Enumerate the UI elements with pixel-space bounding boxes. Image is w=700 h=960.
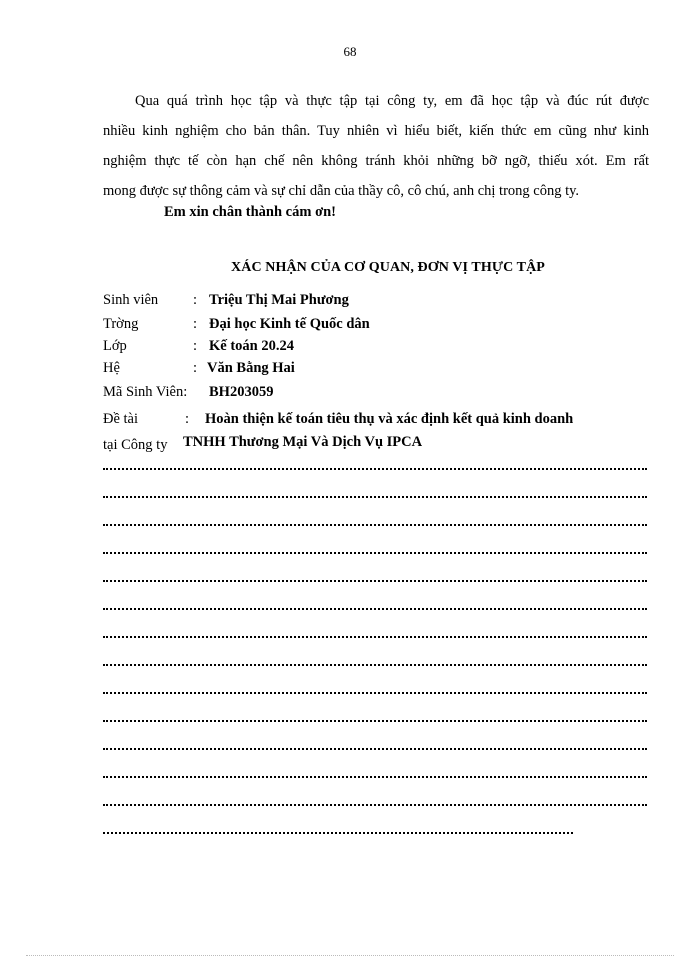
dotted-line-14 [103, 830, 573, 834]
paragraph-line-2: nhiều kinh nghiệm cho bản thân. Tuy nhiên vì hiểu biết, kiến thức em cũng như kinh [103, 123, 649, 139]
field-topic-value-line-1: Hoàn thiện kế toán tiêu thụ và xác định kết quả kinh doanh [205, 411, 574, 427]
field-student-id-value: BH203059 [209, 384, 274, 400]
dotted-line-1 [103, 466, 647, 470]
dotted-line-5 [103, 578, 647, 582]
page-number: 68 [343, 44, 357, 59]
dotted-line-8 [103, 662, 647, 666]
paragraph-line-4: mong được sự thông cảm và sự chỉ dẫn của thầy cô, cô chú, anh chị trong công ty. [103, 183, 580, 199]
field-school [103, 316, 370, 333]
dotted-line-11 [103, 746, 647, 750]
section-title: XÁC NHẬN CỦA CƠ QUAN, ĐƠN VỊ THỰC TẬP [231, 260, 545, 275]
field-student-value: Triệu Thị Mai Phương [209, 292, 349, 308]
field-system-label: Hệ [103, 360, 120, 376]
field-student-id [103, 384, 274, 401]
field-student-colon: : [193, 292, 198, 308]
field-topic-label: Đề tài [103, 411, 139, 427]
paragraph-line-3: nghiệm thực tế còn hạn chế nên không tránh khỏi những bỡ ngỡ, thiếu xót. Em rất [103, 153, 649, 169]
field-topic-continued [103, 434, 423, 454]
field-system [103, 360, 295, 377]
field-student-id-label: Mã Sinh Viên: [103, 384, 188, 400]
dotted-line-9 [103, 690, 647, 694]
field-topic-label-line-2: tại Công ty [103, 437, 168, 453]
dotted-line-2 [103, 494, 647, 498]
field-system-value: Văn Bằng Hai [207, 360, 295, 376]
field-school-colon: : [193, 316, 198, 332]
dotted-line-4 [103, 550, 647, 554]
dotted-line-10 [103, 718, 647, 722]
page-bottom-border [26, 955, 674, 956]
field-student-label: Sinh viên [103, 292, 159, 308]
dotted-line-6 [103, 606, 647, 610]
dotted-line-3 [103, 522, 647, 526]
field-topic [103, 411, 574, 428]
field-system-colon: : [193, 360, 198, 376]
field-class [103, 338, 294, 355]
thanks-line: Em xin chân thành cám ơn! [164, 204, 336, 220]
field-topic-value-line-2: TNHH Thương Mại Và Dịch Vụ IPCA [183, 434, 423, 450]
closing-paragraph [103, 86, 649, 206]
paragraph-line-1: Qua quá trình học tập và thực tập tại công ty, em đã học tập và đúc rút được [135, 93, 649, 109]
field-class-label: Lớp [103, 338, 127, 354]
field-school-value: Đại học Kinh tế Quốc dân [209, 316, 370, 332]
field-topic-colon: : [185, 411, 190, 427]
field-school-label: Trờng [103, 316, 139, 332]
field-class-colon: : [193, 338, 198, 354]
dotted-line-12 [103, 774, 647, 778]
field-class-value: Kế toán 20.24 [209, 338, 294, 354]
dotted-line-7 [103, 634, 647, 638]
dotted-line-13 [103, 802, 647, 806]
field-student [103, 292, 349, 309]
